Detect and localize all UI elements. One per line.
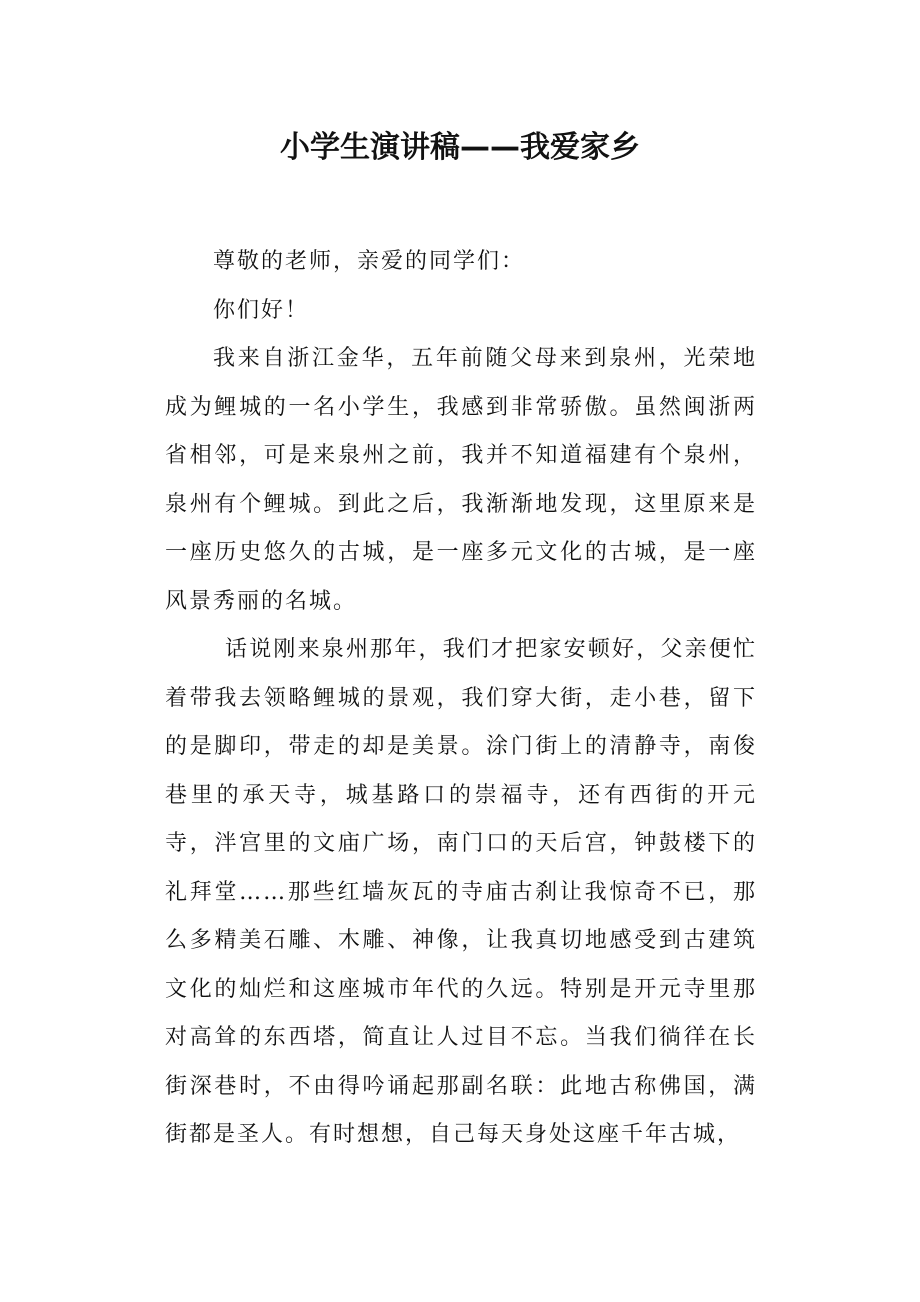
hello-paragraph: 你们好！	[213, 297, 310, 323]
sightseeing-paragraph: 话说刚来泉州那年，我们才把家安顿好，父亲便忙着带我去领略鲤城的景观，我们穿大街，走小巷，留下的是脚印，带走的却是美景。涂门街上的清静寺，南俊巷里的承天寺，城基路口的崇福寺，还有西街的开元寺，泮宫里的文庙广场，南门口的天后宫，钟鼓楼下的礼拜堂……那些红墙灰瓦的寺庙古刹让我惊奇不已，那么多精美石雕、木雕、神像，让我真切地感受到古建筑文化的灿烂和这座城市年代的久远。特别是开元寺里那对高耸的东西塔，简直让人过目不忘。当我们徜徉在长街深巷时，不由得吟诵起那副名联：此地古称佛国，满街都是圣人。有时想想，自己每天身处这座千年古城，	[165, 637, 757, 1147]
document-title: 小学生演讲稿——我爱家乡	[280, 130, 640, 165]
document-body	[165, 238, 757, 1160]
intro-paragraph: 我来自浙江金华，五年前随父母来到泉州，光荣地成为鲤城的一名小学生，我感到非常骄傲。虽然闽浙两省相邻，可是来泉州之前，我并不知道福建有个泉州，泉州有个鲤城。到此之后，我渐渐地发现，这里原来是一座历史悠久的古城，是一座多元文化的古城，是一座风景秀丽的名城。	[165, 346, 757, 614]
greeting-paragraph: 尊敬的老师，亲爱的同学们：	[213, 249, 526, 274]
